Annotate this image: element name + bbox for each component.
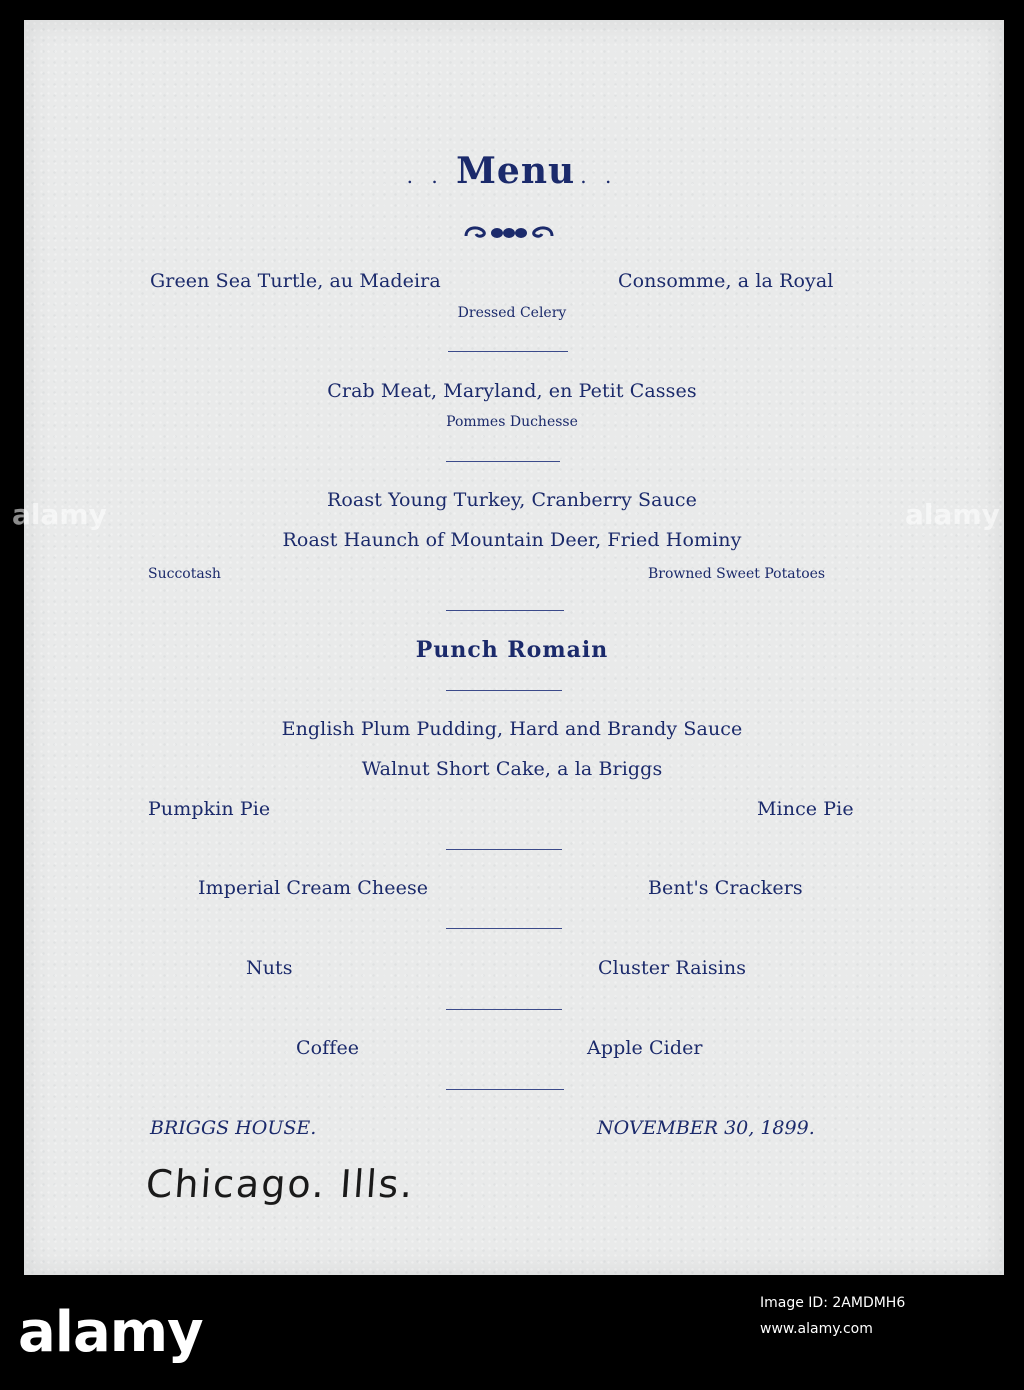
course6-left: Nuts xyxy=(246,957,293,979)
image-id-caption: Image ID: xyxy=(760,1295,833,1311)
footer-date: NOVEMBER 30, 1899. xyxy=(597,1117,815,1139)
course3-line1: Roast Young Turkey, Cranberry Sauce xyxy=(326,489,698,511)
course6-right: Cluster Raisins xyxy=(598,957,747,979)
punch-romain: Punch Romain xyxy=(415,637,609,663)
watermark-left: alamy xyxy=(12,498,107,531)
course1-side: Dressed Celery xyxy=(457,305,567,321)
course2-main: Crab Meat, Maryland, en Petit Casses xyxy=(327,380,697,402)
course1-left: Green Sea Turtle, au Madeira xyxy=(150,270,441,292)
brand-bar xyxy=(0,1275,1024,1390)
course7-left: Coffee xyxy=(296,1037,360,1059)
divider-6 xyxy=(446,928,562,929)
course4-line1: English Plum Pudding, Hard and Brandy Sauce xyxy=(281,718,743,740)
divider-5 xyxy=(446,849,562,850)
divider-8 xyxy=(446,1089,564,1090)
title-dots-right: . . xyxy=(580,164,618,188)
image-id-label xyxy=(760,1295,905,1311)
menu-title: Menu xyxy=(456,150,576,192)
footer-venue: BRIGGS HOUSE. xyxy=(150,1117,317,1139)
course2-side: Pommes Duchesse xyxy=(446,414,578,430)
course4-line2: Walnut Short Cake, a la Briggs xyxy=(361,758,663,780)
divider-4 xyxy=(446,690,562,691)
course5-left: Imperial Cream Cheese xyxy=(198,877,429,899)
course3-side-left: Succotash xyxy=(148,566,221,582)
course3-line2: Roast Haunch of Mountain Deer, Fried Hominy xyxy=(282,529,742,551)
divider-7 xyxy=(446,1009,562,1010)
menu-title-row xyxy=(0,150,1024,192)
image-id: 2AMDMH6 xyxy=(832,1295,906,1311)
title-dots-left: . . xyxy=(406,164,457,188)
site-url: www.alamy.com xyxy=(760,1321,873,1337)
course7-right: Apple Cider xyxy=(587,1037,703,1059)
divider-2 xyxy=(446,461,560,462)
divider-3 xyxy=(446,610,564,611)
course5-right: Bent's Crackers xyxy=(648,877,803,899)
course4-left: Pumpkin Pie xyxy=(148,798,271,820)
course4-right: Mince Pie xyxy=(757,798,854,820)
course1-right: Consomme, a la Royal xyxy=(618,270,834,292)
brand-logo: alamy xyxy=(18,1300,203,1365)
handwritten-note: Chicago. Ills. xyxy=(144,1162,416,1206)
watermark-right: alamy xyxy=(905,498,1000,531)
divider-1 xyxy=(448,351,568,352)
course3-side-right: Browned Sweet Potatoes xyxy=(648,566,826,582)
ornament-icon xyxy=(462,222,556,242)
